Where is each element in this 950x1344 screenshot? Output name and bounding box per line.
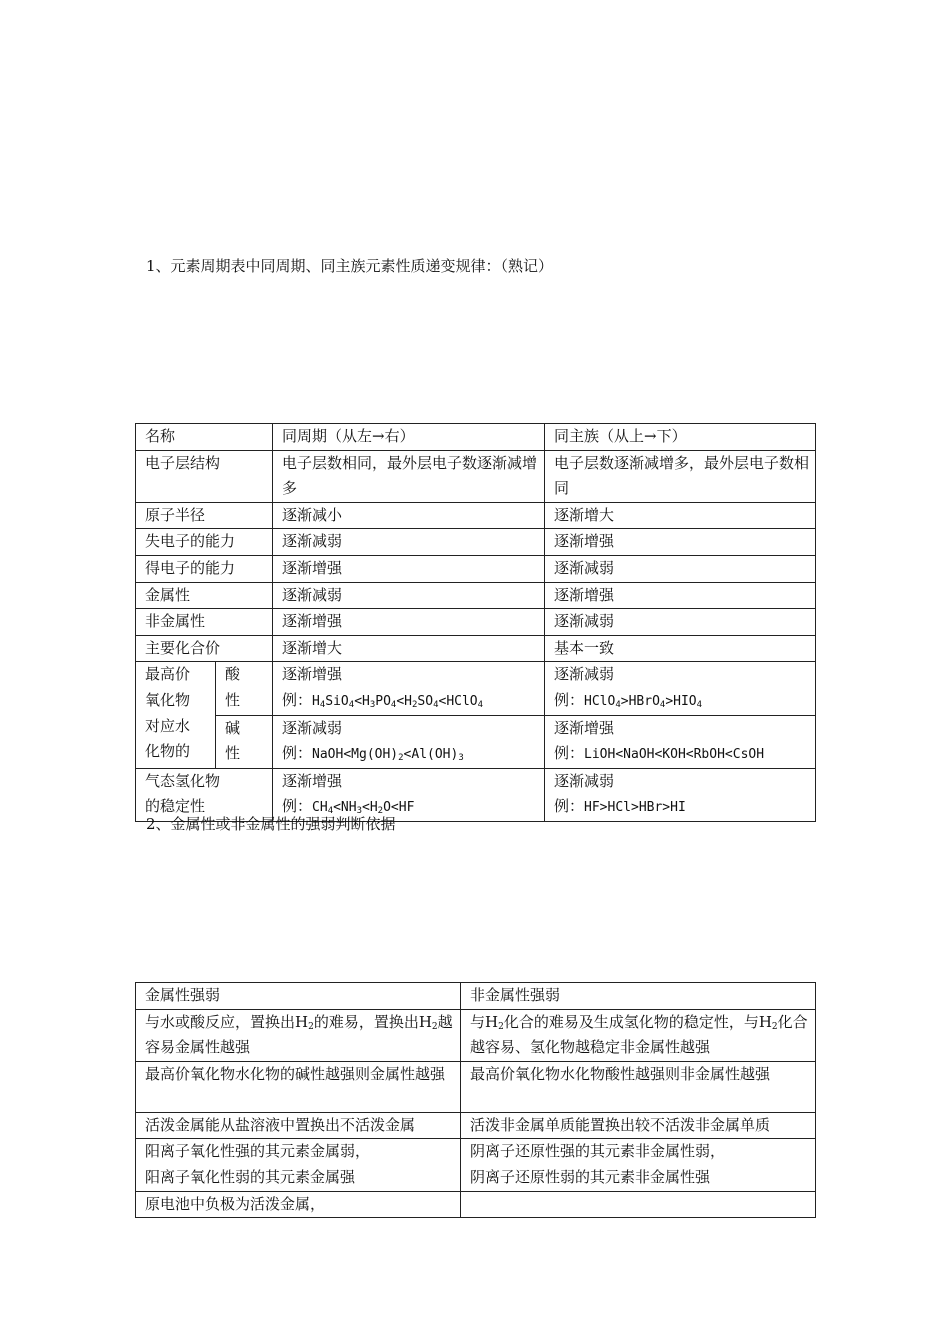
hydride-group-cell: 逐渐减弱 例：HF>HCl>HBr>HI <box>545 768 816 821</box>
group-cell: 逐渐减弱 <box>545 555 816 582</box>
metallicity-criteria-table <box>135 982 816 1218</box>
acid-group-cell: 逐渐减弱 例：$HClO_4>HBrO_4>HIO_4$ <box>545 662 816 715</box>
row-label: 金属性 <box>136 582 273 609</box>
section-heading-2: 2、金属性或非金属性的强弱判断依据 <box>146 815 396 833</box>
hydride-group-example: 例：HF>HCl>HBr>HI <box>554 797 686 816</box>
table-header-row <box>136 983 816 1010</box>
acid-label: 酸 性 <box>216 662 273 715</box>
metal-cell: 与水或酸反应，置换出$H_2$的难易，置换出$H_2$越容易金属性越强 <box>136 1009 461 1061</box>
hydride-period-example: 例：$CH_4<NH_3<H_2O<HF$ <box>282 797 415 817</box>
table-row <box>136 1139 816 1191</box>
period-cell: 逐渐增强 <box>273 609 545 636</box>
table-row <box>136 1061 816 1112</box>
group-cell: 逐渐增强 <box>545 529 816 556</box>
section-heading-1: 1、元素周期表中同周期、同主族元素性质递变规律：（熟记） <box>146 257 554 275</box>
row-label: 失电子的能力 <box>136 529 273 556</box>
table-row <box>136 1191 816 1218</box>
acid-row <box>136 662 816 715</box>
period-cell: 逐渐增大 <box>273 635 545 662</box>
table-row <box>136 529 816 556</box>
nonmetal-cell: 活泼非金属单质能置换出较不活泼非金属单质 <box>461 1112 816 1139</box>
header-period: 同周期（从左→右） <box>273 424 545 451</box>
group-cell: 逐渐减弱 <box>545 609 816 636</box>
metal-cell: 活泼金属能从盐溶液中置换出不活泼金属 <box>136 1112 461 1139</box>
group-cell: 逐渐增大 <box>545 502 816 529</box>
metal-cell: 最高价氧化物水化物的碱性越强则金属性越强 <box>136 1061 461 1112</box>
row-label: 得电子的能力 <box>136 555 273 582</box>
header-metal: 金属性强弱 <box>136 983 461 1010</box>
table-row <box>136 582 816 609</box>
period-cell: 逐渐减弱 <box>273 582 545 609</box>
periodic-trends-table <box>135 423 816 822</box>
hydride-period-cell: 逐渐增强 例：$CH_4<NH_3<H_2O<HF$ <box>273 768 545 821</box>
table-row <box>136 1009 816 1061</box>
row-label: 主要化合价 <box>136 635 273 662</box>
table-row <box>136 450 816 502</box>
hydride-label: 气态氢化物 的稳定性 <box>136 768 273 821</box>
row-label: 非金属性 <box>136 609 273 636</box>
base-period-cell: 逐渐减弱 例：$NaOH<Mg(OH)_2<Al(OH)_3$ <box>273 715 545 768</box>
nonmetal-cell: 最高价氧化物水化物酸性越强则非金属性越强 <box>461 1061 816 1112</box>
period-cell: 逐渐减弱 <box>273 529 545 556</box>
table-row <box>136 1112 816 1139</box>
nonmetal-cell: 与$H_2$化合的难易及生成氢化物的稳定性，与$H_2$化合越容易、氢化物越稳定非金属性越强 <box>461 1009 816 1061</box>
base-row <box>136 715 816 768</box>
header-group: 同主族（从上→下） <box>545 424 816 451</box>
header-name: 名称 <box>136 424 273 451</box>
group-cell: 逐渐增强 <box>545 582 816 609</box>
row-label: 原子半径 <box>136 502 273 529</box>
table-row <box>136 635 816 662</box>
header-nonmetal: 非金属性强弱 <box>461 983 816 1010</box>
oxide-label: 最高价 氧化物 对应水 化物的 <box>136 662 216 768</box>
table-header-row <box>136 424 816 451</box>
base-label: 碱 性 <box>216 715 273 768</box>
period-cell: 电子层数相同，最外层电子数逐渐减增多 <box>273 450 545 502</box>
acid-period-example: 例：$H_4SiO_4<H_3PO_4<H_2SO_4<HClO_4$ <box>282 690 484 710</box>
nonmetal-cell: 阴离子还原性强的其元素非金属性弱， 阴离子还原性弱的其元素非金属性强 <box>461 1139 816 1191</box>
base-group-cell: 逐渐增强 例：LiOH<NaOH<KOH<RbOH<CsOH <box>545 715 816 768</box>
base-period-example: 例：$NaOH<Mg(OH)_2<Al(OH)_3$ <box>282 744 464 764</box>
acid-group-example: 例：$HClO_4>HBrO_4>HIO_4$ <box>554 690 703 710</box>
base-group-example: 例：LiOH<NaOH<KOH<RbOH<CsOH <box>554 744 765 763</box>
nonmetal-cell <box>461 1191 816 1218</box>
metal-cell: 阳离子氧化性强的其元素金属弱， 阳离子氧化性弱的其元素金属强 <box>136 1139 461 1191</box>
row-label: 电子层结构 <box>136 450 273 502</box>
period-cell: 逐渐减小 <box>273 502 545 529</box>
table-row <box>136 609 816 636</box>
table-row <box>136 555 816 582</box>
group-cell: 电子层数逐渐减增多，最外层电子数相同 <box>545 450 816 502</box>
table-row <box>136 502 816 529</box>
acid-period-cell: 逐渐增强 例：$H_4SiO_4<H_3PO_4<H_2SO_4<HClO_4$ <box>273 662 545 715</box>
metal-cell: 原电池中负极为活泼金属， <box>136 1191 461 1218</box>
group-cell: 基本一致 <box>545 635 816 662</box>
period-cell: 逐渐增强 <box>273 555 545 582</box>
